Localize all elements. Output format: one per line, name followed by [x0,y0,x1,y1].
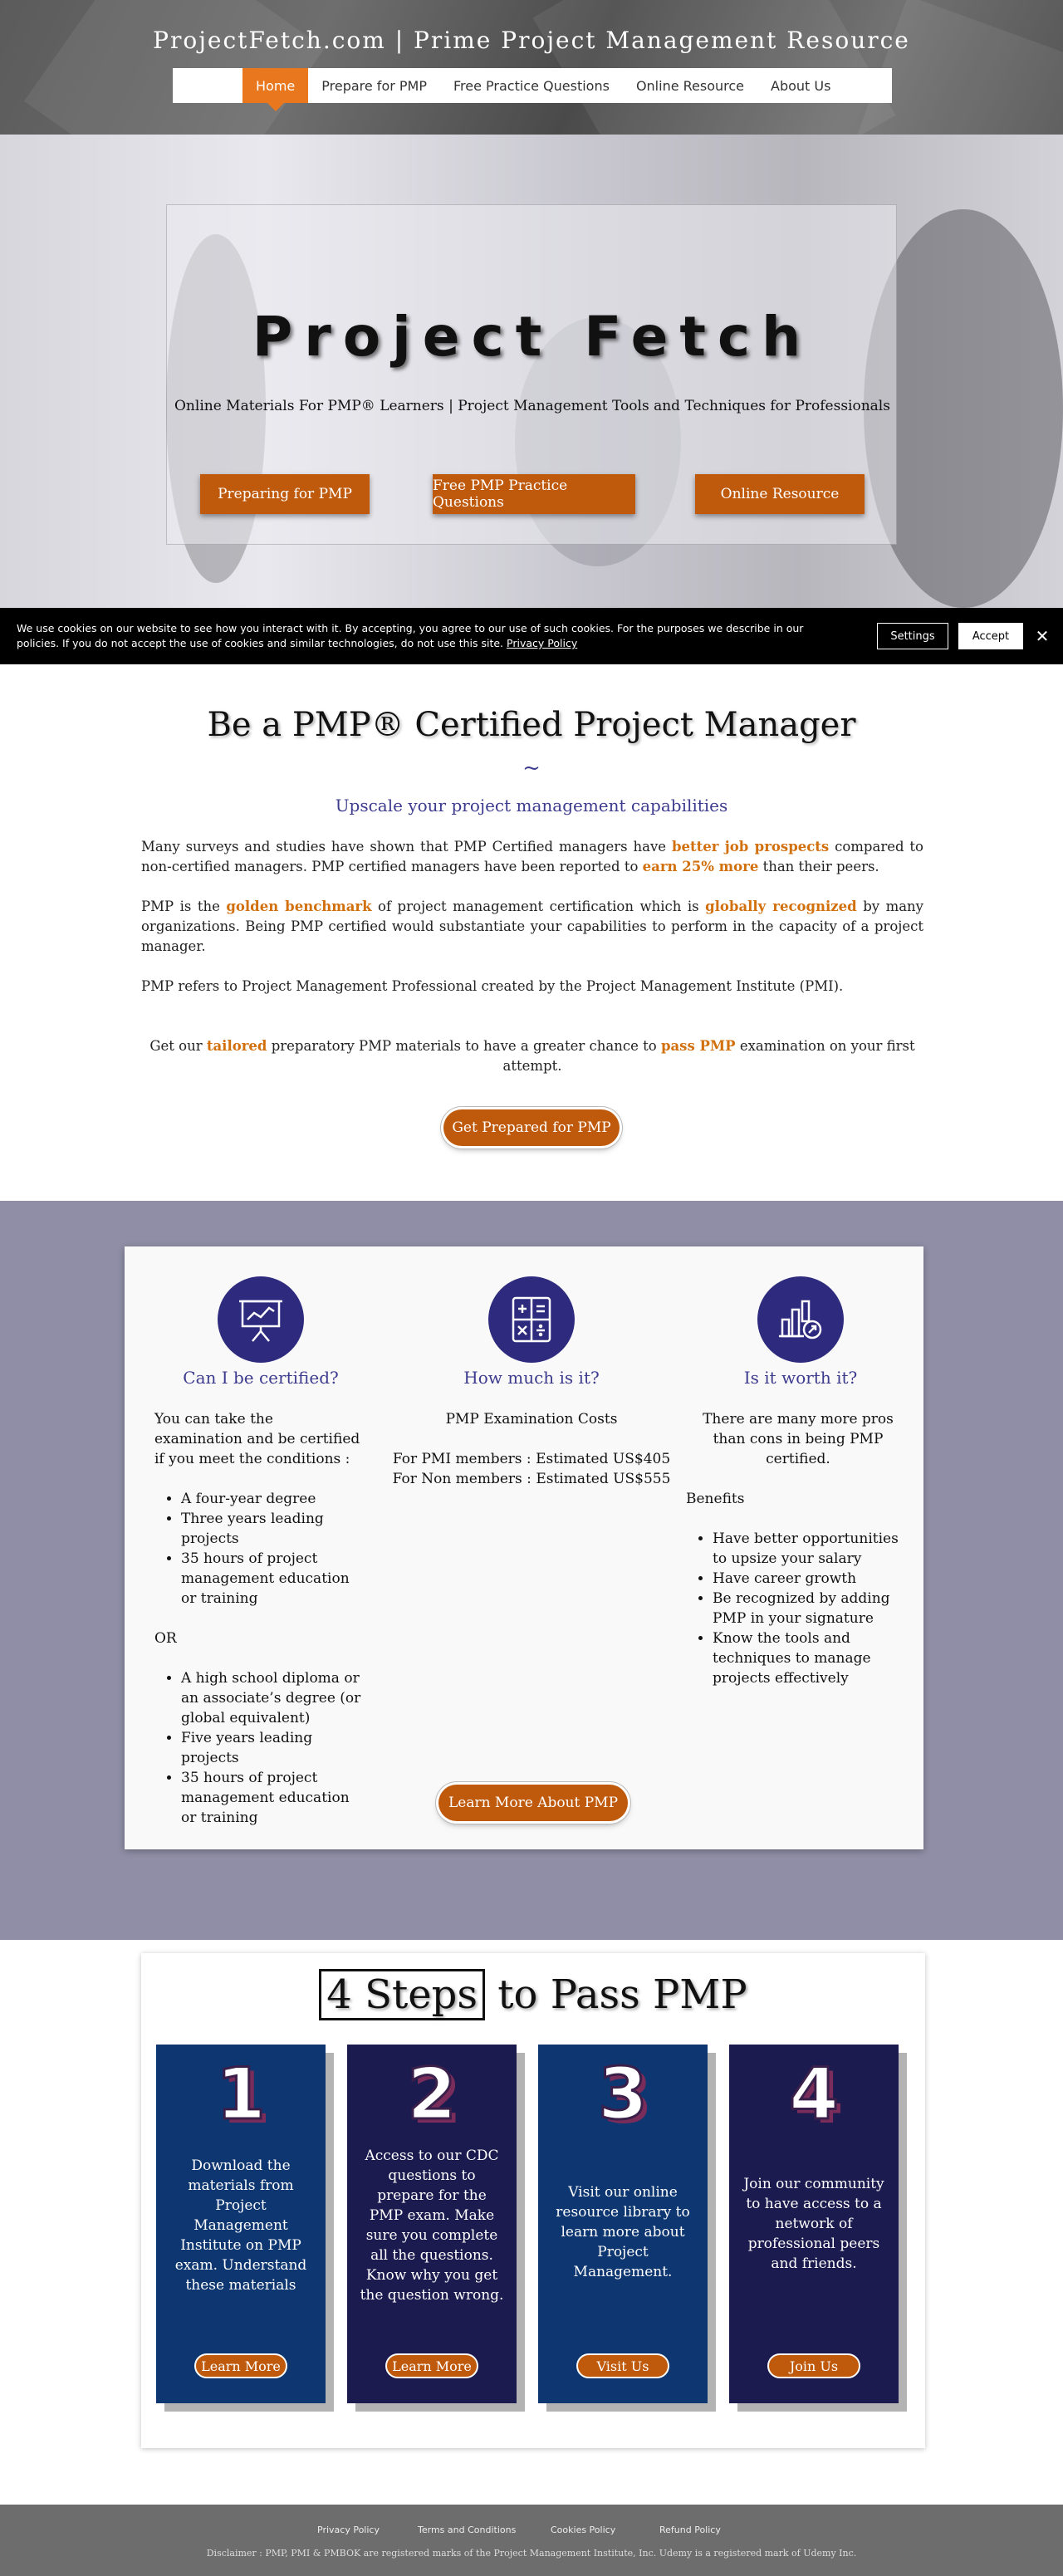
degree-requirements-list: • A four-year degree • Three years leading projects • 35 hours of project management education or training [181,1489,362,1609]
cookie-banner [0,608,1063,664]
tilde-divider: ~ [522,756,541,781]
step-1-learn-more-button[interactable]: Learn More [194,2353,287,2378]
free-pmp-practice-questions-button[interactable]: Free PMP Practice Questions [433,474,635,514]
info-card [125,1246,923,1849]
presentation-chart-icon [218,1276,304,1363]
step-text: Visit our online resource library to learn more about Project Management. [556,2184,690,2280]
cookie-accept-button[interactable]: Accept [958,623,1023,649]
intro-section [0,664,1063,1201]
footer-disclaimer: Disclaimer : PMP, PMI & PMBOK are registered marks of the Project Management Institute, Inc. Udemy is a registered mark of Udemy Inc. [206,2548,857,2559]
step-card-1 [156,2045,326,2403]
nav-free-practice-questions[interactable]: Free Practice Questions [453,77,610,94]
join-us-button[interactable]: Join Us [767,2353,860,2378]
cookie-text: We use cookies on our website to see how you interact with it. By accepting, you agree to our use of such cookies. For the purposes we describe in our policies. If you do not accept the use of cookies and similar technologies, do not use this site. Privacy Policy [17,622,804,649]
steps-section [0,1940,1063,2505]
step-number: 3 [598,2053,648,2136]
hero-panel [166,204,897,545]
online-resource-button[interactable]: Online Resource [695,474,865,514]
privacy-policy-link[interactable]: Privacy Policy [507,637,578,649]
hero-title: Project Fetch [252,305,813,369]
footer-terms-link[interactable]: Terms and Conditions [418,2525,517,2535]
growth-chart-icon [757,1276,844,1363]
close-icon[interactable]: ✕ [1035,626,1050,646]
steps-card [141,1953,925,2448]
diploma-requirements-list: • A high school diploma or an associate’s degree (or global equivalent) • Five years leading projects • 35 hours of project management education or training [181,1668,362,1828]
preparing-for-pmp-button[interactable]: Preparing for PMP [200,474,370,514]
site-title[interactable]: ProjectFetch.com | Prime Project Management Resource [153,27,910,54]
certified-title: Can I be certified? [183,1368,339,1388]
step-text: Join our community to have access to a network of professional peers and friends. [743,2176,884,2272]
worth-body: There are many more pros than cons in being PMP certified. Benefits • Have better opportunities to upsize your salary • Have career growth • Be recognized by adding PMP in your signature • Know the tools and techniques to manage projects effectively [686,1409,910,1688]
hero-banner [0,135,1063,608]
step-text: Access to our CDC questions to prepare for the PMP exam. Make sure you complete all the questions. Know why you get the question wrong. [360,2147,504,2304]
visit-us-button[interactable]: Visit Us [576,2353,669,2378]
step-card-4 [729,2045,899,2403]
intro-paragraph-1: Many surveys and studies have shown that PMP Certified managers have better job prospects compared to non-certified managers. PMP certified managers have been reported to earn 25% more than their peers. [141,839,923,874]
info-section [0,1201,1063,1940]
intro-paragraph-3: PMP refers to Project Management Professional created by the Project Management Institute (PMI). [141,978,844,994]
worth-title: Is it worth it? [743,1368,858,1388]
get-prepared-for-pmp-button[interactable]: Get Prepared for PMP [443,1109,620,1146]
intro-paragraph-4: Get our tailored preparatory PMP materials to have a greater chance to pass PMP examination on your first attempt. [149,1038,915,1074]
intro-subheading: Upscale your project management capabilities [335,796,728,815]
step-card-2 [347,2045,517,2403]
hero-subtitle: Online Materials For PMP® Learners | Project Management Tools and Techniques for Professionals [174,398,890,414]
nav-prepare-for-pmp[interactable]: Prepare for PMP [321,77,427,94]
calculator-icon [488,1276,575,1363]
step-number: 2 [407,2053,457,2136]
main-nav [173,68,892,103]
benefits-list: • Have better opportunities to upsize your salary • Have career growth • Be recognized by adding PMP in your signature • Know the tools and techniques to manage projects effectively [713,1529,910,1688]
nav-about-us[interactable]: About Us [771,77,831,94]
step-2-learn-more-button[interactable]: Learn More [385,2353,478,2378]
site-header [0,0,1063,135]
intro-heading: Be a PMP® Certified Project Manager [207,706,856,744]
step-number: 1 [216,2053,266,2136]
cookie-settings-button[interactable]: Settings [877,623,948,649]
cost-body: PMP Examination Costs For PMI members : Estimated US$405 For Non members : Estimated US$555 [392,1411,671,1487]
intro-paragraph-2: PMP is the golden benchmark of project management certification which is globally recognized by many organizations. Being PMP certified would substantiate your capabilities to perform in the capacity of a project manager. [141,899,924,954]
site-footer [0,2505,1063,2576]
footer-cookies-policy-link[interactable]: Cookies Policy [551,2525,616,2535]
footer-privacy-policy-link[interactable]: Privacy Policy [317,2525,380,2535]
nav-online-resource[interactable]: Online Resource [635,77,745,94]
step-card-3 [538,2045,708,2403]
certified-body: You can take the examination and be certified if you meet the conditions : • A four-year degree • Three years leading projects • 35 hours of project management education or training OR • A high school diploma or an associate’s degree (or global equivalent) • Five years leading projects • 35 hours of project management education or training [154,1409,362,1828]
cost-title: How much is it? [463,1368,600,1388]
steps-title: 4 Steps to Pass PMP [141,1971,925,2018]
step-number: 4 [789,2053,839,2136]
nav-home[interactable]: Home [242,68,308,103]
learn-more-about-pmp-button[interactable]: Learn More About PMP [438,1785,628,1821]
footer-refund-policy-link[interactable]: Refund Policy [659,2525,721,2535]
step-text: Download the materials from Project Management Institute on PMP exam. Understand these materials [174,2157,307,2294]
footer-links [0,2525,1063,2541]
